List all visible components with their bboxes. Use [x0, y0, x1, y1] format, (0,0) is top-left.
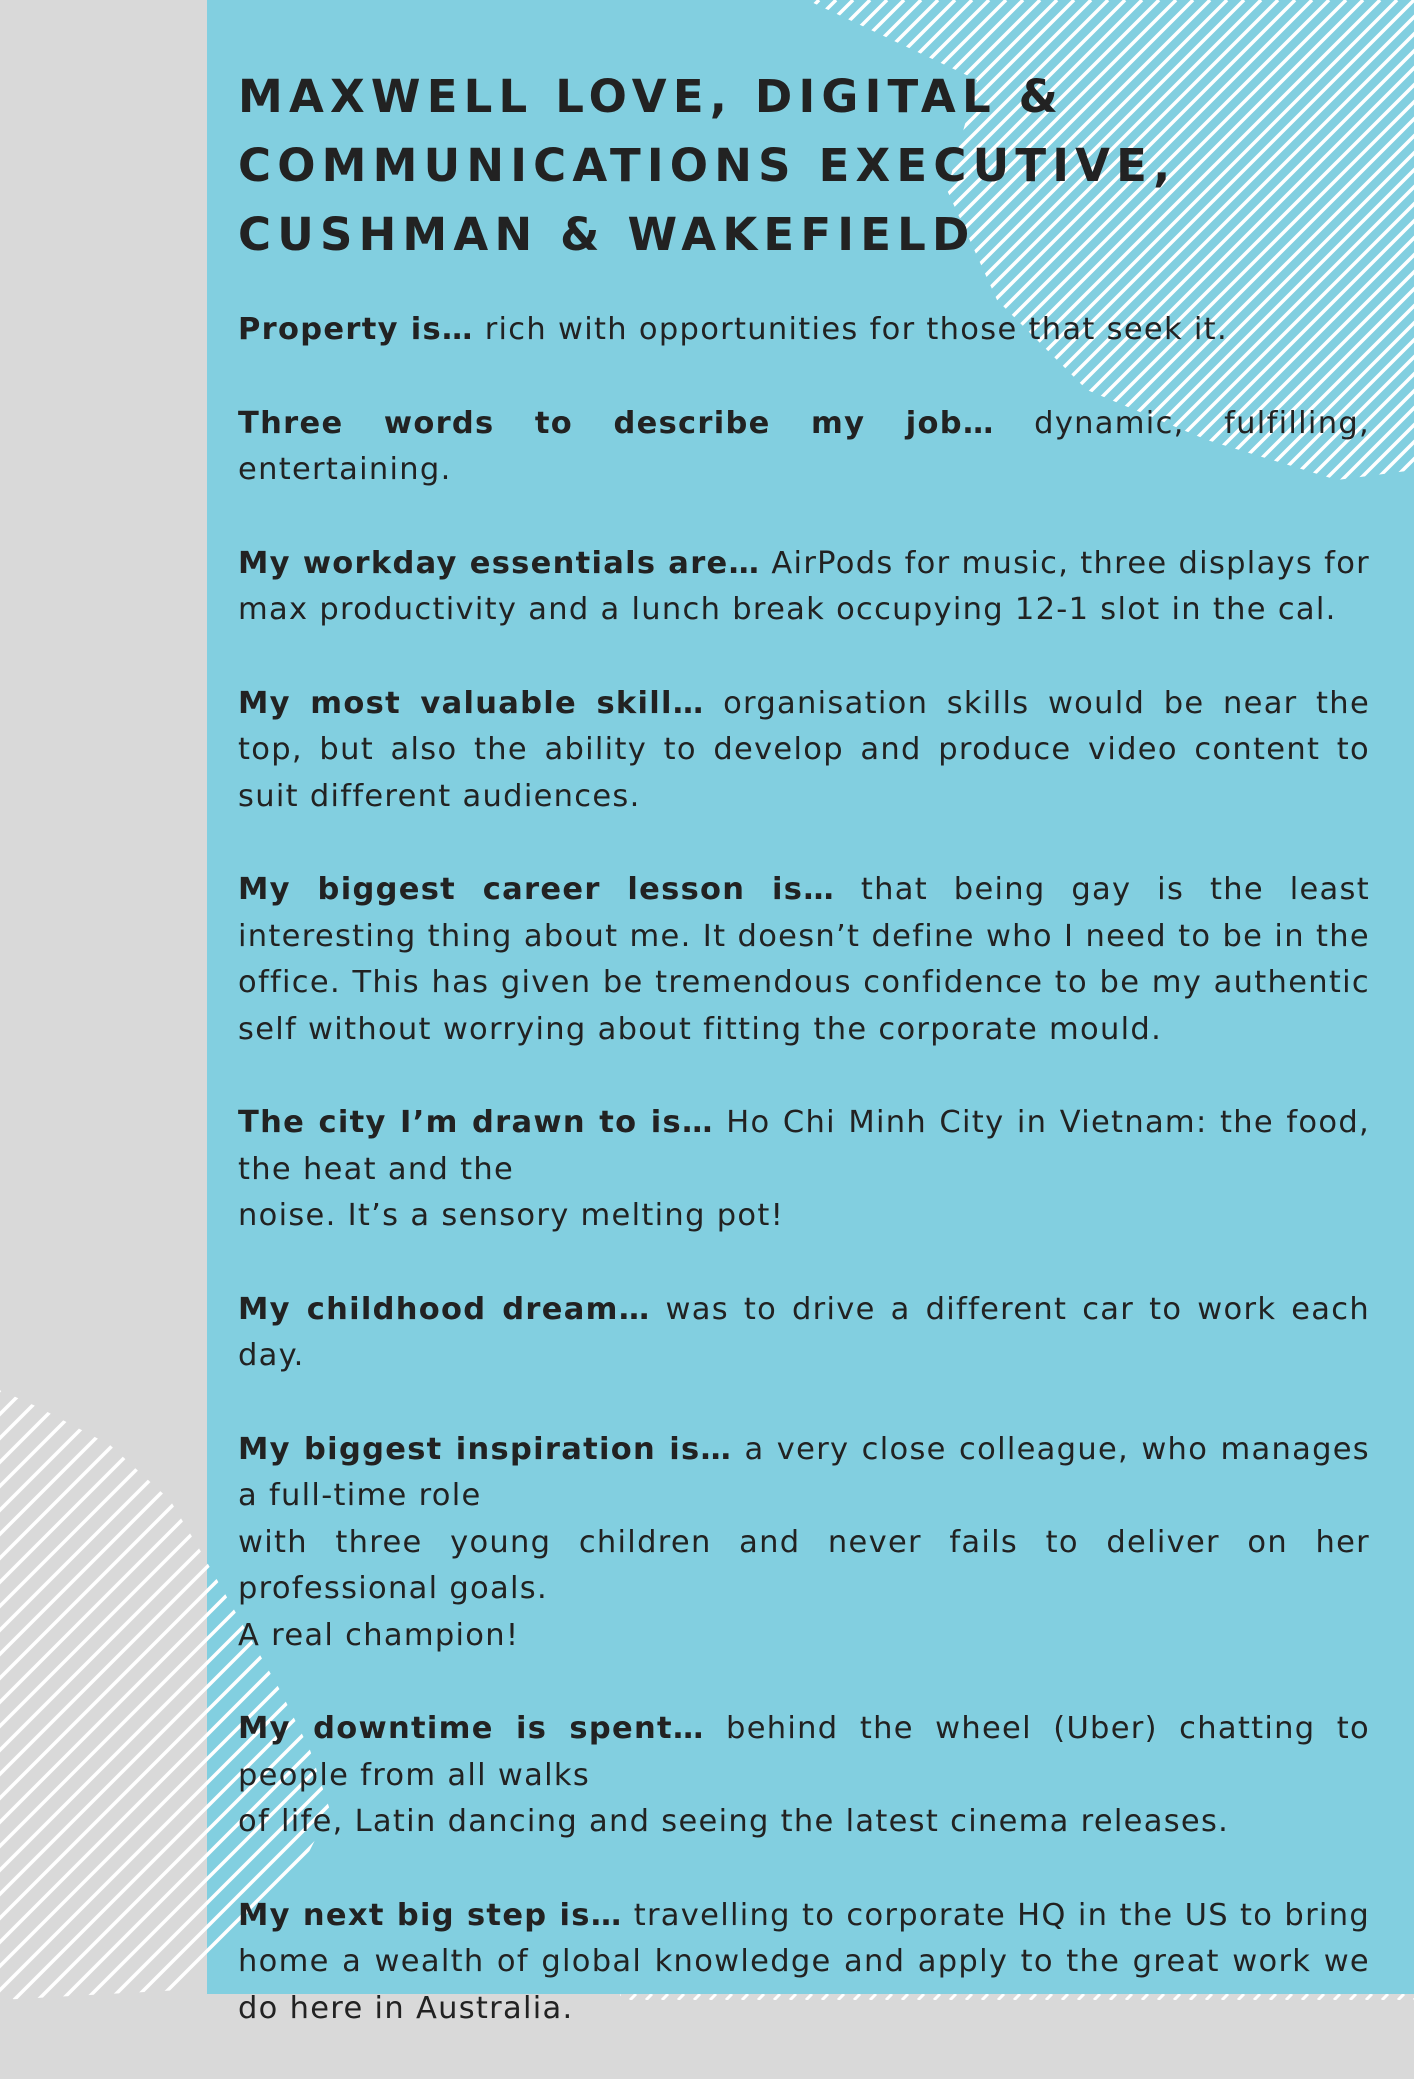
qa-inspiration [238, 1427, 1370, 1660]
question: Property is… [238, 312, 474, 347]
answer: a very close colleague, who manages a full-time role [238, 1431, 1370, 1513]
stripe-line [207, 0, 241, 500]
question: My biggest career lesson is… [238, 872, 836, 907]
qa-childhood-dream [238, 1287, 1370, 1380]
stripe-line [1382, 1994, 1388, 2000]
title-line-2: COMMUNICATIONS EXECUTIVE, [238, 139, 1177, 192]
answer-continued: of life, Latin dancing and seeing the latest cinema releases. [238, 1804, 1230, 1839]
question: My biggest inspiration is… [238, 1431, 733, 1467]
answer-continued: A real champion! [238, 1617, 520, 1653]
answer: dynamic, fulfilling, entertaining. [238, 405, 1370, 487]
answer: AirPods for music, three displays for max productivity and a lunch break occupying 12-1 slot in the cal. [238, 545, 1370, 627]
stripe-line [0, 1390, 240, 2000]
question: My downtime is spent… [238, 1711, 705, 1746]
answer: was to drive a different car to work each day. [238, 1291, 1370, 1373]
answer: travelling to corporate HQ in the US to bring home a wealth of global knowledge and apply to the great work we do here in Australia. [238, 1897, 1370, 2026]
question: The city I’m drawn to is… [238, 1105, 714, 1140]
answer-continued: noise. It’s a sensory melting pot! [238, 1198, 785, 1233]
qa-valuable-skill [238, 681, 1370, 821]
qa-property [238, 307, 1370, 354]
answer-continued: with three young children and never fails to deliver on her professional goals. [238, 1524, 1370, 1606]
answer: rich with opportunities for those that seek it. [473, 312, 1228, 347]
stripe-line [207, 0, 224, 500]
title-line-3: CUSHMAN & WAKEFIELD [238, 208, 976, 261]
qa-downtime [238, 1706, 1370, 1846]
answer: behind the wheel (Uber) chatting to people from all walks [238, 1711, 1371, 1793]
question: My workday essentials are… [238, 545, 761, 581]
stripe-line [1398, 1994, 1404, 2000]
answer: organisation skills would be near the top, but also the ability to develop and produce video content to suit different audiences. [238, 685, 1371, 814]
question: Three words to describe my job… [238, 405, 995, 441]
question: My childhood dream… [238, 1291, 651, 1327]
question: My most valuable skill… [238, 685, 705, 721]
answer: Ho Chi Minh City in Vietnam: the food, the heat and the [238, 1105, 1370, 1187]
qa-three-words [238, 401, 1370, 494]
qa-city [238, 1100, 1370, 1240]
question: My next big step is… [238, 1897, 623, 1933]
qa-career-lesson [238, 867, 1370, 1053]
answer: that being gay is the least interesting thing about me. It doesn’t define who I need to be in the office. This has given be tremendous confidence to be my authentic self without worrying about fitting the corporate mould. [238, 872, 1370, 1047]
qa-next-step [238, 1893, 1370, 2033]
title-line-1: MAXWELL LOVE, DIGITAL & [238, 70, 1065, 123]
article [238, 62, 1370, 2079]
qa-workday-essentials [238, 541, 1370, 634]
page-title [238, 62, 1370, 269]
stripe-line [0, 1390, 168, 2000]
